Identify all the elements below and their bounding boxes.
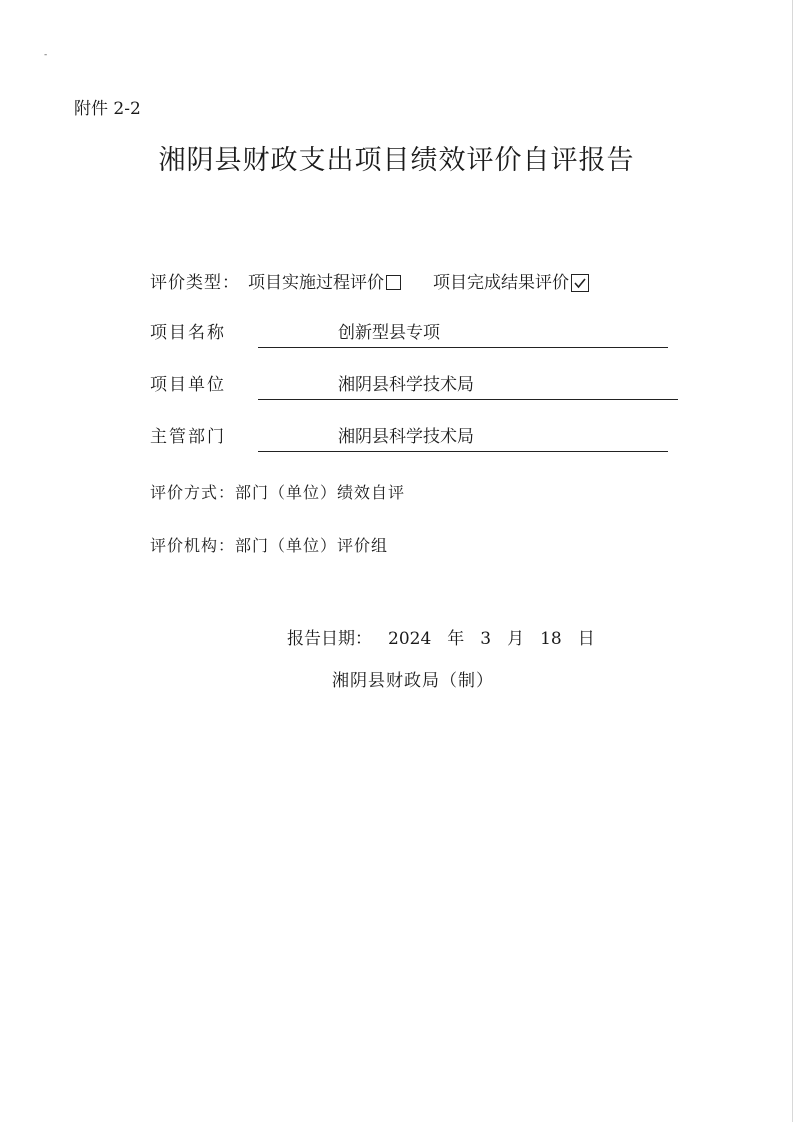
report-month: 3 bbox=[480, 629, 492, 649]
evaluation-method-row bbox=[150, 480, 405, 506]
project-unit-value: 湘阴县科学技术局 bbox=[338, 375, 474, 395]
evaluation-agency-row bbox=[150, 533, 388, 559]
issuer-label: 湘阴县财政局（制） bbox=[332, 671, 494, 691]
report-year-unit: 年 bbox=[447, 629, 465, 649]
report-day-unit: 日 bbox=[577, 629, 595, 649]
supervising-dept-row bbox=[150, 424, 474, 454]
report-day: 18 bbox=[540, 629, 562, 649]
checkmark-icon bbox=[573, 276, 587, 290]
evaluation-method-value: 部门（单位）绩效自评 bbox=[235, 483, 406, 502]
evaluation-method-label: 评价方式： bbox=[150, 483, 236, 502]
project-name-field[interactable] bbox=[258, 320, 668, 348]
option-process-label: 项目实施过程评价 bbox=[248, 273, 384, 293]
project-unit-label: 项目单位 bbox=[150, 375, 226, 395]
supervising-dept-value: 湘阴县科学技术局 bbox=[338, 427, 474, 447]
corner-mark: - bbox=[44, 50, 48, 60]
evaluation-type-label: 评价类型： bbox=[150, 273, 240, 293]
project-unit-row bbox=[150, 372, 474, 402]
project-name-label: 项目名称 bbox=[150, 323, 226, 343]
supervising-dept-label: 主管部门 bbox=[150, 427, 226, 447]
attachment-label: 附件 2-2 bbox=[74, 99, 141, 119]
report-month-unit: 月 bbox=[507, 629, 525, 649]
project-name-row bbox=[150, 320, 440, 350]
supervising-dept-field[interactable] bbox=[258, 424, 668, 452]
option-process-checkbox[interactable] bbox=[386, 275, 401, 290]
evaluation-type-row bbox=[150, 270, 589, 296]
project-unit-field[interactable] bbox=[258, 372, 678, 400]
page-title: 湘阴县财政支出项目绩效评价自评报告 bbox=[158, 145, 635, 176]
report-date-row bbox=[287, 626, 595, 652]
evaluation-agency-label: 评价机构： bbox=[150, 536, 236, 555]
option-result-checkbox[interactable] bbox=[571, 274, 589, 292]
option-result-label: 项目完成结果评价 bbox=[433, 273, 569, 293]
report-date-label: 报告日期： bbox=[287, 629, 372, 649]
project-name-value: 创新型县专项 bbox=[338, 323, 440, 343]
report-year: 2024 bbox=[388, 629, 432, 649]
evaluation-agency-value: 部门（单位）评价组 bbox=[235, 536, 389, 555]
